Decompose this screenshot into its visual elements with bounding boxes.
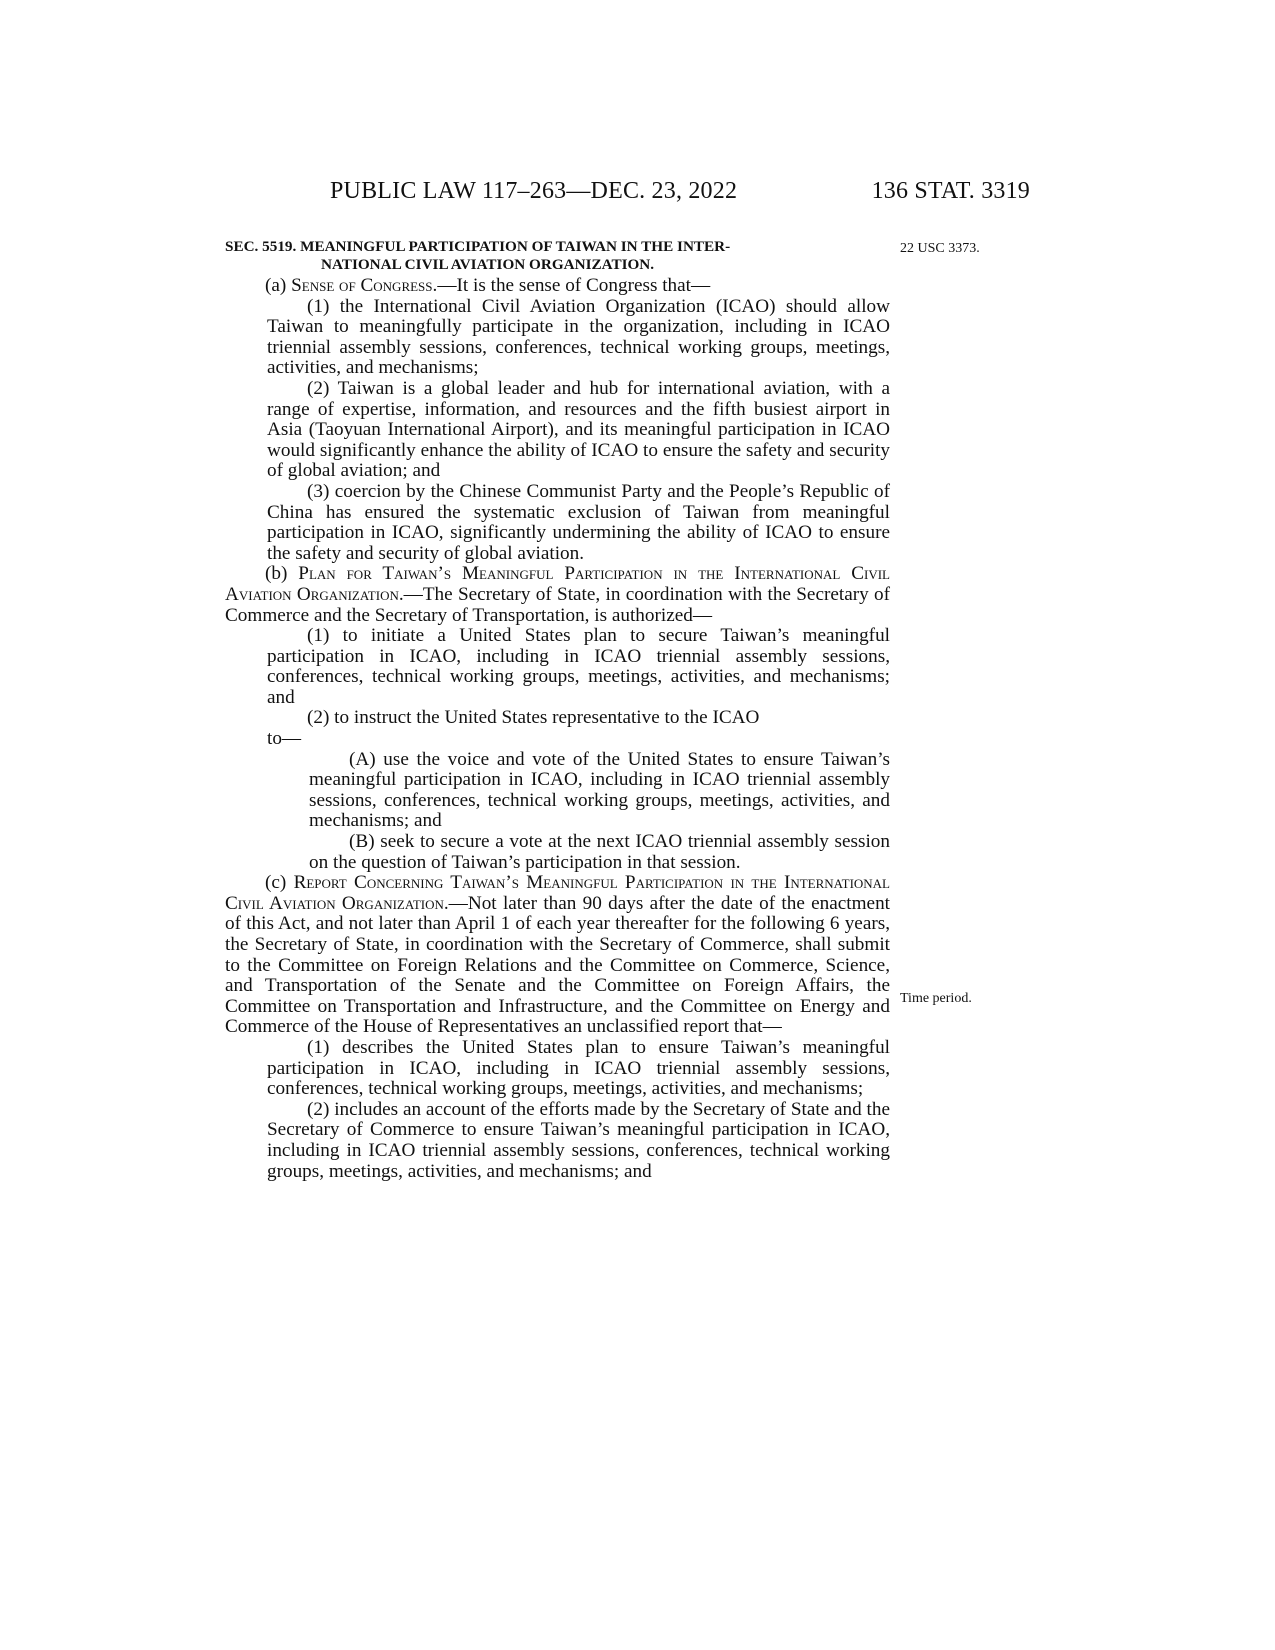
- subsection-b-intro: (b) Plan for Taiwan’s Meaningful Participation in the International Civil Aviation Organization.—The Secretary of State, in coordination with the Secretary of Commerce and the Secretary of Transportation, is authorized—: [225, 563, 891, 626]
- subsection-a-intro: (a) Sense of Congress.—It is the sense of Congress that—: [265, 275, 711, 296]
- section-heading-line-1: SEC. 5519. MEANINGFUL PARTICIPATION OF TAIWAN IN THE INTER-: [225, 238, 731, 255]
- subsection-b-item-2-b: (B) seek to secure a vote at the next ICAO triennial assembly session on the question of Taiwan’s participation in that session.: [309, 831, 890, 873]
- subsection-c-heading: Report Concerning Taiwan’s Meaningful Participation in the International Civil Aviation Organization: [225, 872, 890, 914]
- subsection-a-item-3: (3) coercion by the Chinese Communist Party and the People’s Republic of China has ensured the systematic exclusion of Taiwan from meaningful participation in ICAO, significantly undermining the ability of ICAO to ensure the safety and security of global aviation.: [267, 480, 890, 564]
- section-body: [225, 276, 890, 1182]
- section-heading-line-2: NATIONAL CIVIL AVIATION ORGANIZATION.: [321, 256, 655, 273]
- subsection-b-item-1: (1) to initiate a United States plan to secure Taiwan’s meaningful participation in ICAO, including in ICAO triennial assembly sessions, conferences, technical working groups, meetings, activities, and mechanisms; and: [267, 625, 890, 708]
- page-header: [330, 178, 1030, 218]
- subsection-a-heading: Sense of Congress: [291, 275, 433, 296]
- subsection-b-heading: Plan for Taiwan’s Meaningful Participation in the International Civil Aviation Organization: [225, 563, 891, 605]
- subsection-c-item-1: (1) describes the United States plan to ensure Taiwan’s meaningful participation in ICAO, including in ICAO triennial assembly sessions, conferences, technical working groups, meetings, activities, and mechanisms;: [267, 1036, 890, 1100]
- subsection-b-item-2-a: (A) use the voice and vote of the United States to ensure Taiwan’s meaningful participation in ICAO, including in ICAO triennial assembly sessions, conferences, technical working groups, meetings, activities, and mechanisms; and: [309, 748, 890, 832]
- subsection-a-item-2: (2) Taiwan is a global leader and hub for international aviation, with a range of expertise, information, and resources and the fifth busiest airport in Asia (Taoyuan International Airport), and its meaningful participation in ICAO would significantly enhance the ability of ICAO to ensure the safety and security of global aviation; and: [267, 377, 890, 482]
- subsection-b-item-2-continuation: to—: [267, 728, 302, 750]
- subsection-c-item-2: (2) includes an account of the efforts made by the Secretary of State and the Secretary of Commerce to ensure Taiwan’s meaningful participation in ICAO, including in ICAO triennial assembly sessions, conferences, technical working groups, meetings, activities, and mechanisms; and: [267, 1098, 890, 1182]
- subsection-b-item-2: (2) to instruct the United States representative to the ICAO: [307, 707, 760, 729]
- subsection-a-item-1: (1) the International Civil Aviation Organization (ICAO) should allow Taiwan to meaningfully participate in the organization, including in ICAO triennial assembly sessions, conferences, technical working groups, meetings, activities, and mechanisms;: [267, 295, 890, 379]
- section-heading: [225, 238, 890, 274]
- subsection-c-intro: (c) Report Concerning Taiwan’s Meaningful Participation in the International Civil Aviation Organization.—Not later than 90 days after the date of the enactment of this Act, and not later than April 1 of each year thereafter for the following 6 years, the Secretary of State, in coordination with the Secretary of Commerce, shall submit to the Committee on Foreign Relations and the Committee on Commerce, Science, and Transportation of the Senate and the Committee on Foreign Affairs, the Committee on Transportation and Infrastructure, and the Committee on Energy and Commerce of the House of Representatives an unclassified report that—: [225, 872, 890, 1038]
- statute-page-number: 136 STAT. 3319: [871, 178, 1030, 204]
- public-law-citation: PUBLIC LAW 117–263—DEC. 23, 2022: [330, 178, 738, 204]
- time-period-margin-note: Time period.: [900, 991, 972, 1006]
- usc-margin-note: 22 USC 3373.: [900, 241, 980, 256]
